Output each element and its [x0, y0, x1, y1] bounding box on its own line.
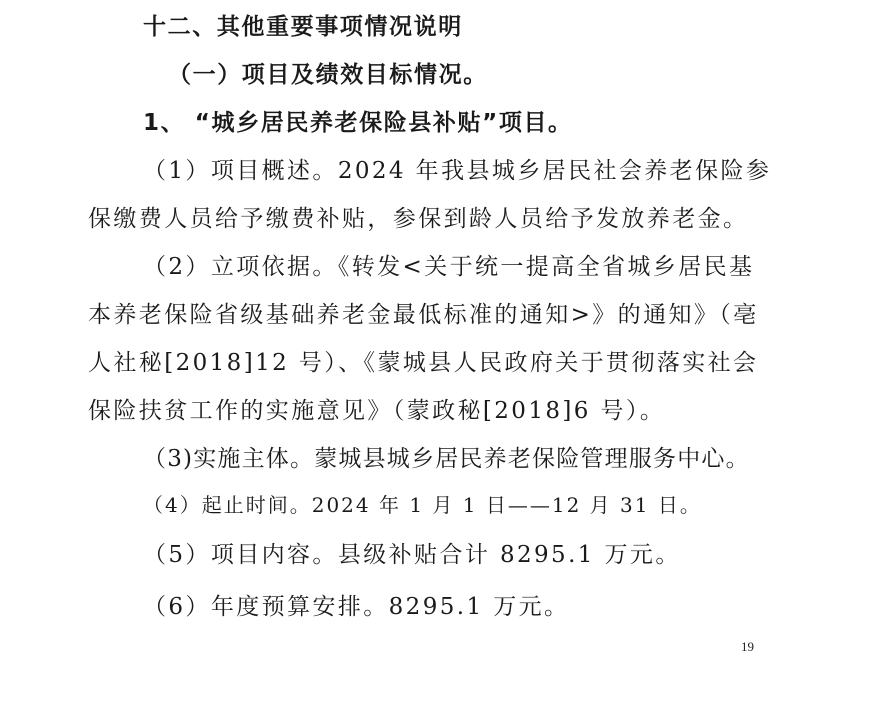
basis-line-2: 本养老保险省级基础养老金最低标准的通知>》的通知》（亳 — [88, 302, 759, 328]
overview-line-1: （1）项目概述。2024 年我县城乡居民社会养老保险参 — [143, 158, 772, 184]
item-heading: 1、 “城乡居民养老保险县补贴”项目。 — [143, 110, 573, 136]
section-heading: 十二、其他重要事项情况说明 — [143, 14, 463, 40]
overview-line-2: 保缴费人员给予缴费补贴，参保到龄人员给予发放养老金。 — [88, 206, 749, 232]
project-content: （5）项目内容。县级补贴合计 8295.1 万元。 — [143, 542, 681, 568]
page-number: 19 — [741, 639, 754, 654]
basis-line-3: 人社秘[2018]12 号）、《蒙城县人民政府关于贯彻落实社会 — [88, 350, 759, 376]
project-period: （4）起止时间。2024 年 1 月 1 日——12 月 31 日。 — [143, 493, 702, 517]
subsection-heading: （一）项目及绩效目标情况。 — [168, 62, 488, 88]
basis-line-4: 保险扶贫工作的实施意见》（蒙政秘[2018]6 号）。 — [88, 398, 666, 424]
implementing-entity: （3)实施主体。蒙城县城乡居民养老保险管理服务中心。 — [143, 446, 750, 472]
basis-line-1: （2）立项依据。《转发<关于统一提高全省城乡居民基 — [143, 254, 755, 280]
annual-budget: （6）年度预算安排。8295.1 万元。 — [143, 594, 570, 620]
